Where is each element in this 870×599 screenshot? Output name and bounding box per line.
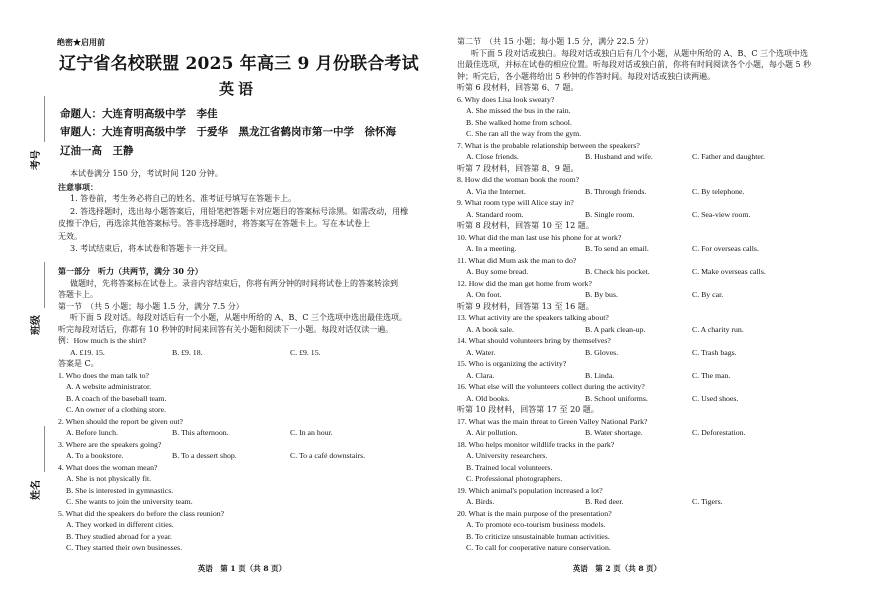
- material-label: 听第 7 段材料，回答第 8、9 题。: [457, 163, 579, 173]
- option-a: A. In a meeting.: [466, 244, 517, 253]
- section-heading: 第一节 （共 5 小题；每小题 1.5 分，满分 7.5 分）: [58, 301, 244, 311]
- question-stem: 3. Where are the speakers going?: [58, 439, 162, 449]
- option-b: B. A coach of the baseball team.: [66, 393, 167, 403]
- option-a: A. Standard room.: [466, 209, 524, 219]
- notes-line: 皮擦干净后，再选涂其他答案标号。答非选择题时，将答案写在答题卡上。写在本试卷上: [58, 219, 370, 228]
- question-stem: 16. What else will the volunteers collect during the activity?: [457, 382, 645, 391]
- question-stem: 4. What does the woman mean?: [58, 462, 158, 472]
- material-label: 听第 9 段材料，回答第 13 至 16 题。: [457, 301, 594, 311]
- option-c: C. A charity run.: [692, 324, 744, 334]
- option-b: B. Red deer.: [585, 497, 624, 506]
- option-row: [457, 186, 832, 198]
- notes-line: 2. 答选择题时，选出每小题答案后，用铅笔把答题卡对应题目的答案标号涂黑。如需改动，用橡: [70, 206, 409, 216]
- question-stem: 11. What did Mum ask the man to do?: [457, 255, 577, 265]
- option-row: [457, 243, 832, 255]
- question-stem: 8. How did the woman book the room?: [457, 175, 580, 184]
- option-b: B. £9. 18.: [172, 347, 203, 357]
- reviewers: 审题人：大连育明高级中学 于爱华 黑龙江省鹤岗市第一中学 徐怀海: [60, 126, 396, 138]
- option-c: C. Deforestation.: [692, 428, 746, 437]
- option-a: A. Clara.: [466, 370, 495, 380]
- question-stem: 14. What should volunteers bring by themselves?: [457, 336, 611, 345]
- question-stem: 9. What room type will Alice stay in?: [457, 198, 574, 207]
- option-c: C. She wants to join the university team.: [66, 497, 193, 506]
- question-stem: 5. What did the speakers do before the class reunion?: [58, 508, 225, 518]
- option-row: [457, 324, 832, 336]
- question-stem: 17. What was the main threat to Green Valley National Park?: [457, 416, 648, 426]
- option-c: C. They started their own businesses.: [66, 543, 183, 552]
- option-row: [457, 370, 832, 382]
- instruction-line: 出最佳选项，并标在试卷的相应位置。听每段对话或独白前，你将有时间阅读各个小题，每小题 5 秒: [457, 60, 812, 69]
- option-c: C. Professional photographers.: [466, 474, 563, 483]
- option-b: B. Water shortage.: [585, 428, 643, 437]
- notes-line: 1. 答卷前，考生务必将自己的姓名、准考证号填写在答题卡上。: [70, 194, 297, 203]
- option-c: C. To call for cooperative nature conservation.: [466, 543, 611, 552]
- section-heading: 第二节 （共 15 小题；每小题 1.5 分，满分 22.5 分）: [457, 37, 653, 46]
- listening-part-two: [457, 36, 832, 554]
- option-c: C. An owner of a clothing store.: [66, 405, 167, 414]
- material-label: 听第 6 段材料，回答第 6、7 题。: [457, 83, 579, 92]
- question-stem: 7. What is the probable relationship between the speakers?: [457, 140, 640, 150]
- material-label: 听第 10 段材料，回答第 17 至 20 题。: [457, 405, 599, 414]
- reviewers-continued: 辽油一高 王静: [60, 145, 134, 157]
- option-c: C. By telephone.: [692, 186, 745, 196]
- question-stem: 2. When should the report be given out?: [58, 416, 184, 426]
- notes-line: 无效。: [58, 231, 82, 241]
- option-a: A. She missed the bus in the rain.: [466, 106, 571, 115]
- option-b: B. Husband and wife.: [585, 152, 653, 161]
- option-b: B. Linda.: [585, 370, 615, 380]
- option-a: A. A book sale.: [466, 324, 514, 334]
- option-b: B. A park clean-up.: [585, 324, 646, 334]
- exam-number-label: 考号: [31, 150, 42, 170]
- option-c: C. £9. 15.: [290, 347, 321, 357]
- option-a: A. On foot.: [466, 290, 502, 299]
- option-b: B. School uniforms.: [585, 393, 648, 403]
- question-stem: 12. How did the man get home from work?: [457, 278, 592, 288]
- example-stem: 例：How much is the shirt?: [58, 336, 146, 345]
- question-stem: 20. What is the main purpose of the presentation?: [457, 508, 612, 518]
- question-stem: 6. Why does Lisa look sweaty?: [457, 94, 555, 104]
- question-stem: 15. Who is organizing the activity?: [457, 359, 567, 368]
- option-c: C. Tigers.: [692, 497, 723, 506]
- option-a: A. A website administrator.: [66, 382, 152, 391]
- option-row: [457, 393, 832, 405]
- example-options: [58, 347, 428, 359]
- option-a: A. Water.: [466, 347, 496, 357]
- option-c: C. Father and daughter.: [692, 152, 765, 161]
- option-a: A. Birds.: [466, 497, 495, 506]
- instruction-line: 答题卡上。: [58, 290, 98, 299]
- option-row: [457, 347, 832, 359]
- option-a: A. Old books.: [466, 393, 510, 403]
- part-heading: 第一部分 听力（共两节，满分 30 分）: [58, 266, 203, 276]
- option-a: A. Close friends.: [466, 152, 519, 161]
- option-c: C. To a café downstairs.: [290, 451, 366, 460]
- instruction-line: 做题时，先将答案标在试卷上。录音内容结束后，你将有两分钟的时间将试卷上的答案转涂到: [70, 278, 398, 288]
- option-a: A. Before lunch.: [66, 428, 118, 437]
- question-stem: 1. Who does the man talk to?: [58, 370, 150, 380]
- option-row: [457, 289, 832, 301]
- option-c: C. In an hour.: [290, 428, 333, 437]
- exam-notes: [58, 168, 428, 256]
- option-a: A. Via the Internet.: [466, 186, 526, 196]
- notes-line: 3. 考试结束后，将本试卷和答题卡一并交回。: [70, 244, 233, 253]
- option-b: B. Through friends.: [585, 186, 647, 196]
- option-row: [457, 496, 832, 508]
- name-blank: [44, 426, 45, 472]
- option-b: B. To a dessert shop.: [172, 451, 237, 460]
- option-c: C. Sea-view room.: [692, 209, 751, 219]
- option-c: C. By car.: [692, 290, 724, 299]
- instruction-line: 钟；听完后，各小题将给出 5 秒钟的作答时间。每段对话或独白读两遍。: [457, 71, 716, 81]
- name-label: 姓名: [31, 480, 42, 500]
- instruction-line: 听下面 5 段对话或独白。每段对话或独白后有几个小题，从题中所给的 A、B、C 三个选项中选: [471, 48, 809, 58]
- instruction-line: 听完每段对话后，你都有 10 秒钟的时间来回答有关小题和阅读下一小题。每段对话仅读一遍。: [58, 324, 394, 334]
- exam-number-blank: [44, 96, 45, 142]
- option-a: A. University researchers.: [466, 451, 548, 460]
- class-label: 班级: [31, 315, 42, 335]
- page-footer: 英语 第 2 页（共 8 页）: [572, 564, 662, 573]
- exam-info: 本试卷满分 150 分，考试时间 120 分钟。: [70, 169, 223, 178]
- option-c: C. Make overseas calls.: [692, 267, 766, 276]
- confidential-mark: 绝密★启用前: [57, 37, 105, 47]
- option-b: B. Check his pocket.: [585, 267, 650, 276]
- question-stem: 19. Which animal's population increased a lot?: [457, 485, 603, 495]
- option-b: B. They studied abroad for a year.: [66, 531, 172, 541]
- question-setters: 命题人：大连育明高级中学 李佳: [60, 108, 218, 120]
- class-blank: [44, 262, 45, 308]
- option-c: C. Used shoes.: [692, 393, 739, 403]
- question-stem: 18. Who helps monitor wildlife tracks in the park?: [457, 439, 615, 449]
- option-c: C. Trash bags.: [692, 347, 737, 357]
- option-b: B. To criticize unsustainable human activities.: [466, 531, 610, 541]
- page-footer: 英语 第 1 页（共 8 页）: [197, 564, 287, 573]
- option-b: B. Single room.: [585, 209, 635, 219]
- option-c: C. The man.: [692, 370, 731, 380]
- option-b: B. By bus.: [585, 290, 618, 299]
- option-b: B. She walked home from school.: [466, 117, 572, 127]
- option-a: A. They worked in different cities.: [66, 520, 174, 529]
- option-row: [457, 209, 832, 221]
- option-b: B. To send an email.: [585, 244, 649, 253]
- listening-part-one: [58, 266, 428, 554]
- exam-title: 辽宁省名校联盟 2025 年高三 9 月份联合考试: [59, 54, 419, 74]
- material-label: 听第 8 段材料，回答第 10 至 12 题。: [457, 221, 594, 230]
- option-row: [457, 266, 832, 278]
- option-b: B. Gloves.: [585, 347, 619, 357]
- instruction-line: 听下面 5 段对话。每段对话后有一个小题，从题中所给的 A、B、C 三个选项中选出最佳选项。: [70, 313, 408, 322]
- option-a: A. £19. 15.: [70, 347, 105, 357]
- option-a: A. To a bookstore.: [66, 451, 124, 460]
- option-c: C. For overseas calls.: [692, 244, 759, 253]
- option-b: B. Trained local volunteers.: [466, 462, 553, 472]
- option-b: B. She is interested in gymnastics.: [66, 485, 174, 495]
- option-a: A. To promote eco-tourism business models.: [466, 520, 606, 529]
- option-c: C. She ran all the way from the gym.: [466, 129, 582, 138]
- example-answer: 答案是 C。: [58, 359, 99, 368]
- subject-title: 英语: [219, 80, 258, 98]
- option-a: A. Buy some bread.: [466, 267, 529, 276]
- option-row: [457, 427, 832, 439]
- option-row: [58, 427, 428, 439]
- option-row: [58, 450, 428, 462]
- notes-heading: 注意事项：: [58, 181, 98, 192]
- option-a: A. She is not physically fit.: [66, 474, 152, 483]
- question-stem: 10. What did the man last use his phone for at work?: [457, 232, 622, 242]
- option-row: [457, 151, 832, 163]
- option-a: A. Air pollution.: [466, 428, 518, 437]
- question-stem: 13. What activity are the speakers talking about?: [457, 313, 609, 322]
- option-b: B. This afternoon.: [172, 428, 229, 437]
